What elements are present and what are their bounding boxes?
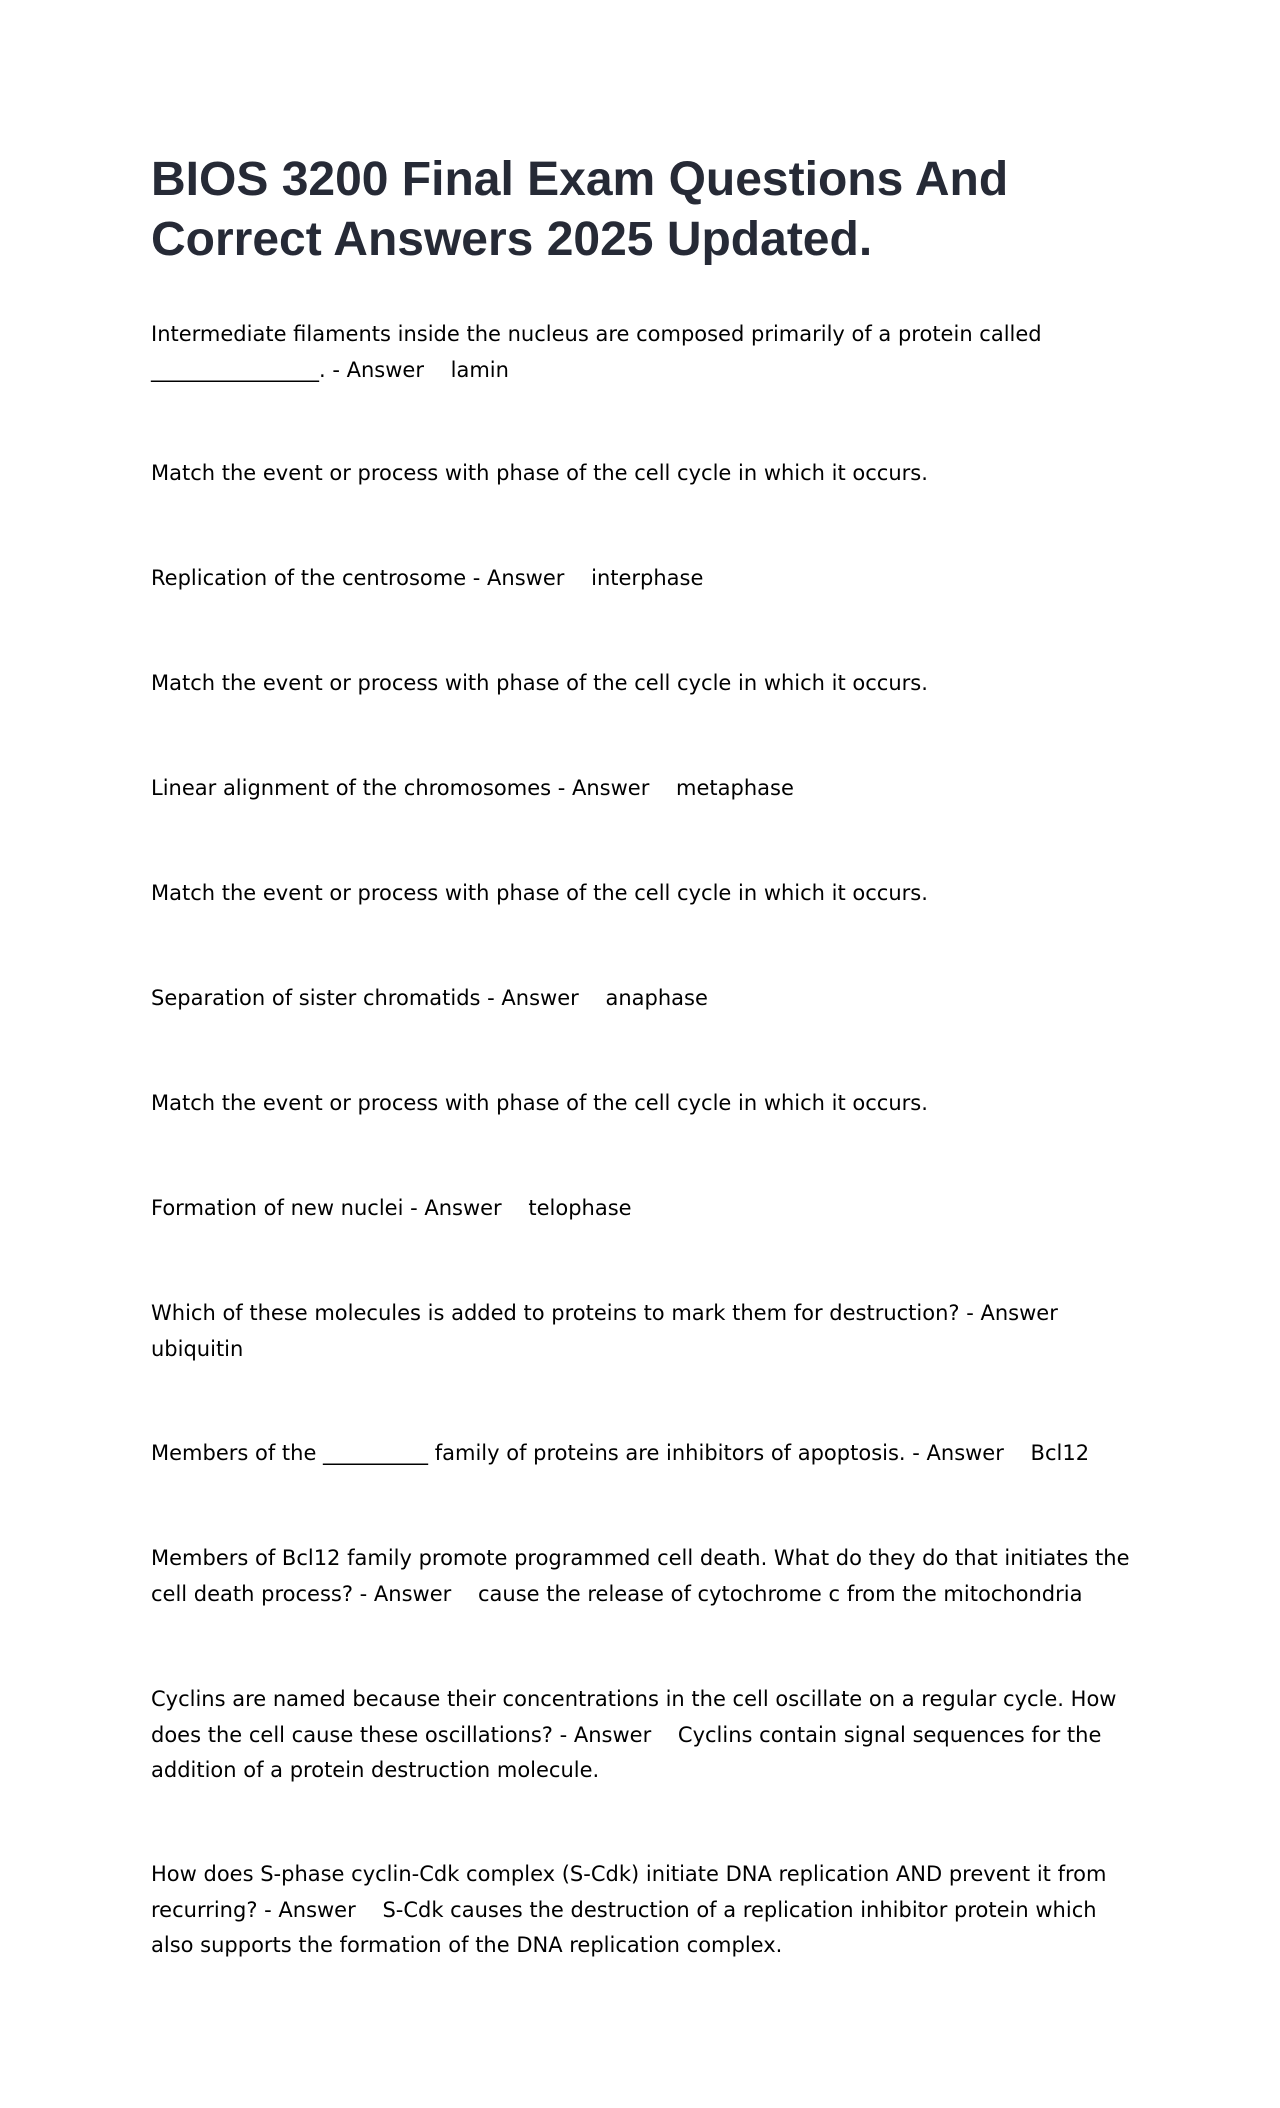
paragraph-lamin: Intermediate filaments inside the nucleus are composed primarily of a protein called ________________. - Answer lamin <box>151 322 1049 382</box>
paragraph-match-2: Match the event or process with phase of the cell cycle in which it occurs. <box>151 671 928 695</box>
paragraph-match-3: Match the event or process with phase of the cell cycle in which it occurs. <box>151 881 928 905</box>
paragraph-s-cdk: How does S-phase cyclin-Cdk complex (S-Cdk) initiate DNA replication AND prevent it from recurring? - Answer S-Cdk causes the destruction of a replication inhibitor protein which also supports the formation of the DNA replication complex. <box>151 1862 1114 1957</box>
paragraph-match-4: Match the event or process with phase of the cell cycle in which it occurs. <box>151 1091 928 1115</box>
paragraph-nuclei: Formation of new nuclei - Answer telophase <box>151 1196 632 1220</box>
paragraph-ubiquitin: Which of these molecules is added to proteins to mark them for destruction? - Answer ubiquitin <box>151 1301 1085 1361</box>
document-page <box>151 150 1141 1957</box>
paragraph-match-1: Match the event or process with phase of the cell cycle in which it occurs. <box>151 461 928 485</box>
paragraph-chromatids: Separation of sister chromatids - Answer anaphase <box>151 986 708 1010</box>
paragraph-cyclins: Cyclins are named because their concentrations in the cell oscillate on a regular cycle. How does the cell cause these oscillations? - Answer Cyclins contain signal sequences for the addition of a protein destruction molecule. <box>151 1687 1124 1782</box>
paragraph-chromosomes: Linear alignment of the chromosomes - Answer metaphase <box>151 776 794 800</box>
paragraph-bcl12-death: Members of Bcl12 family promote programmed cell death. What do they do that initiates the cell death process? - Answer cause the release of cytochrome c from the mitochondria <box>151 1546 1137 1606</box>
document-title: BIOS 3200 Final Exam Questions And Correct Answers 2025 Updated. <box>151 153 1009 266</box>
paragraph-bcl12-inhibitors: Members of the __________ family of proteins are inhibitors of apoptosis. - Answer Bcl12 <box>151 1441 1090 1465</box>
paragraph-centrosome: Replication of the centrosome - Answer interphase <box>151 566 704 590</box>
